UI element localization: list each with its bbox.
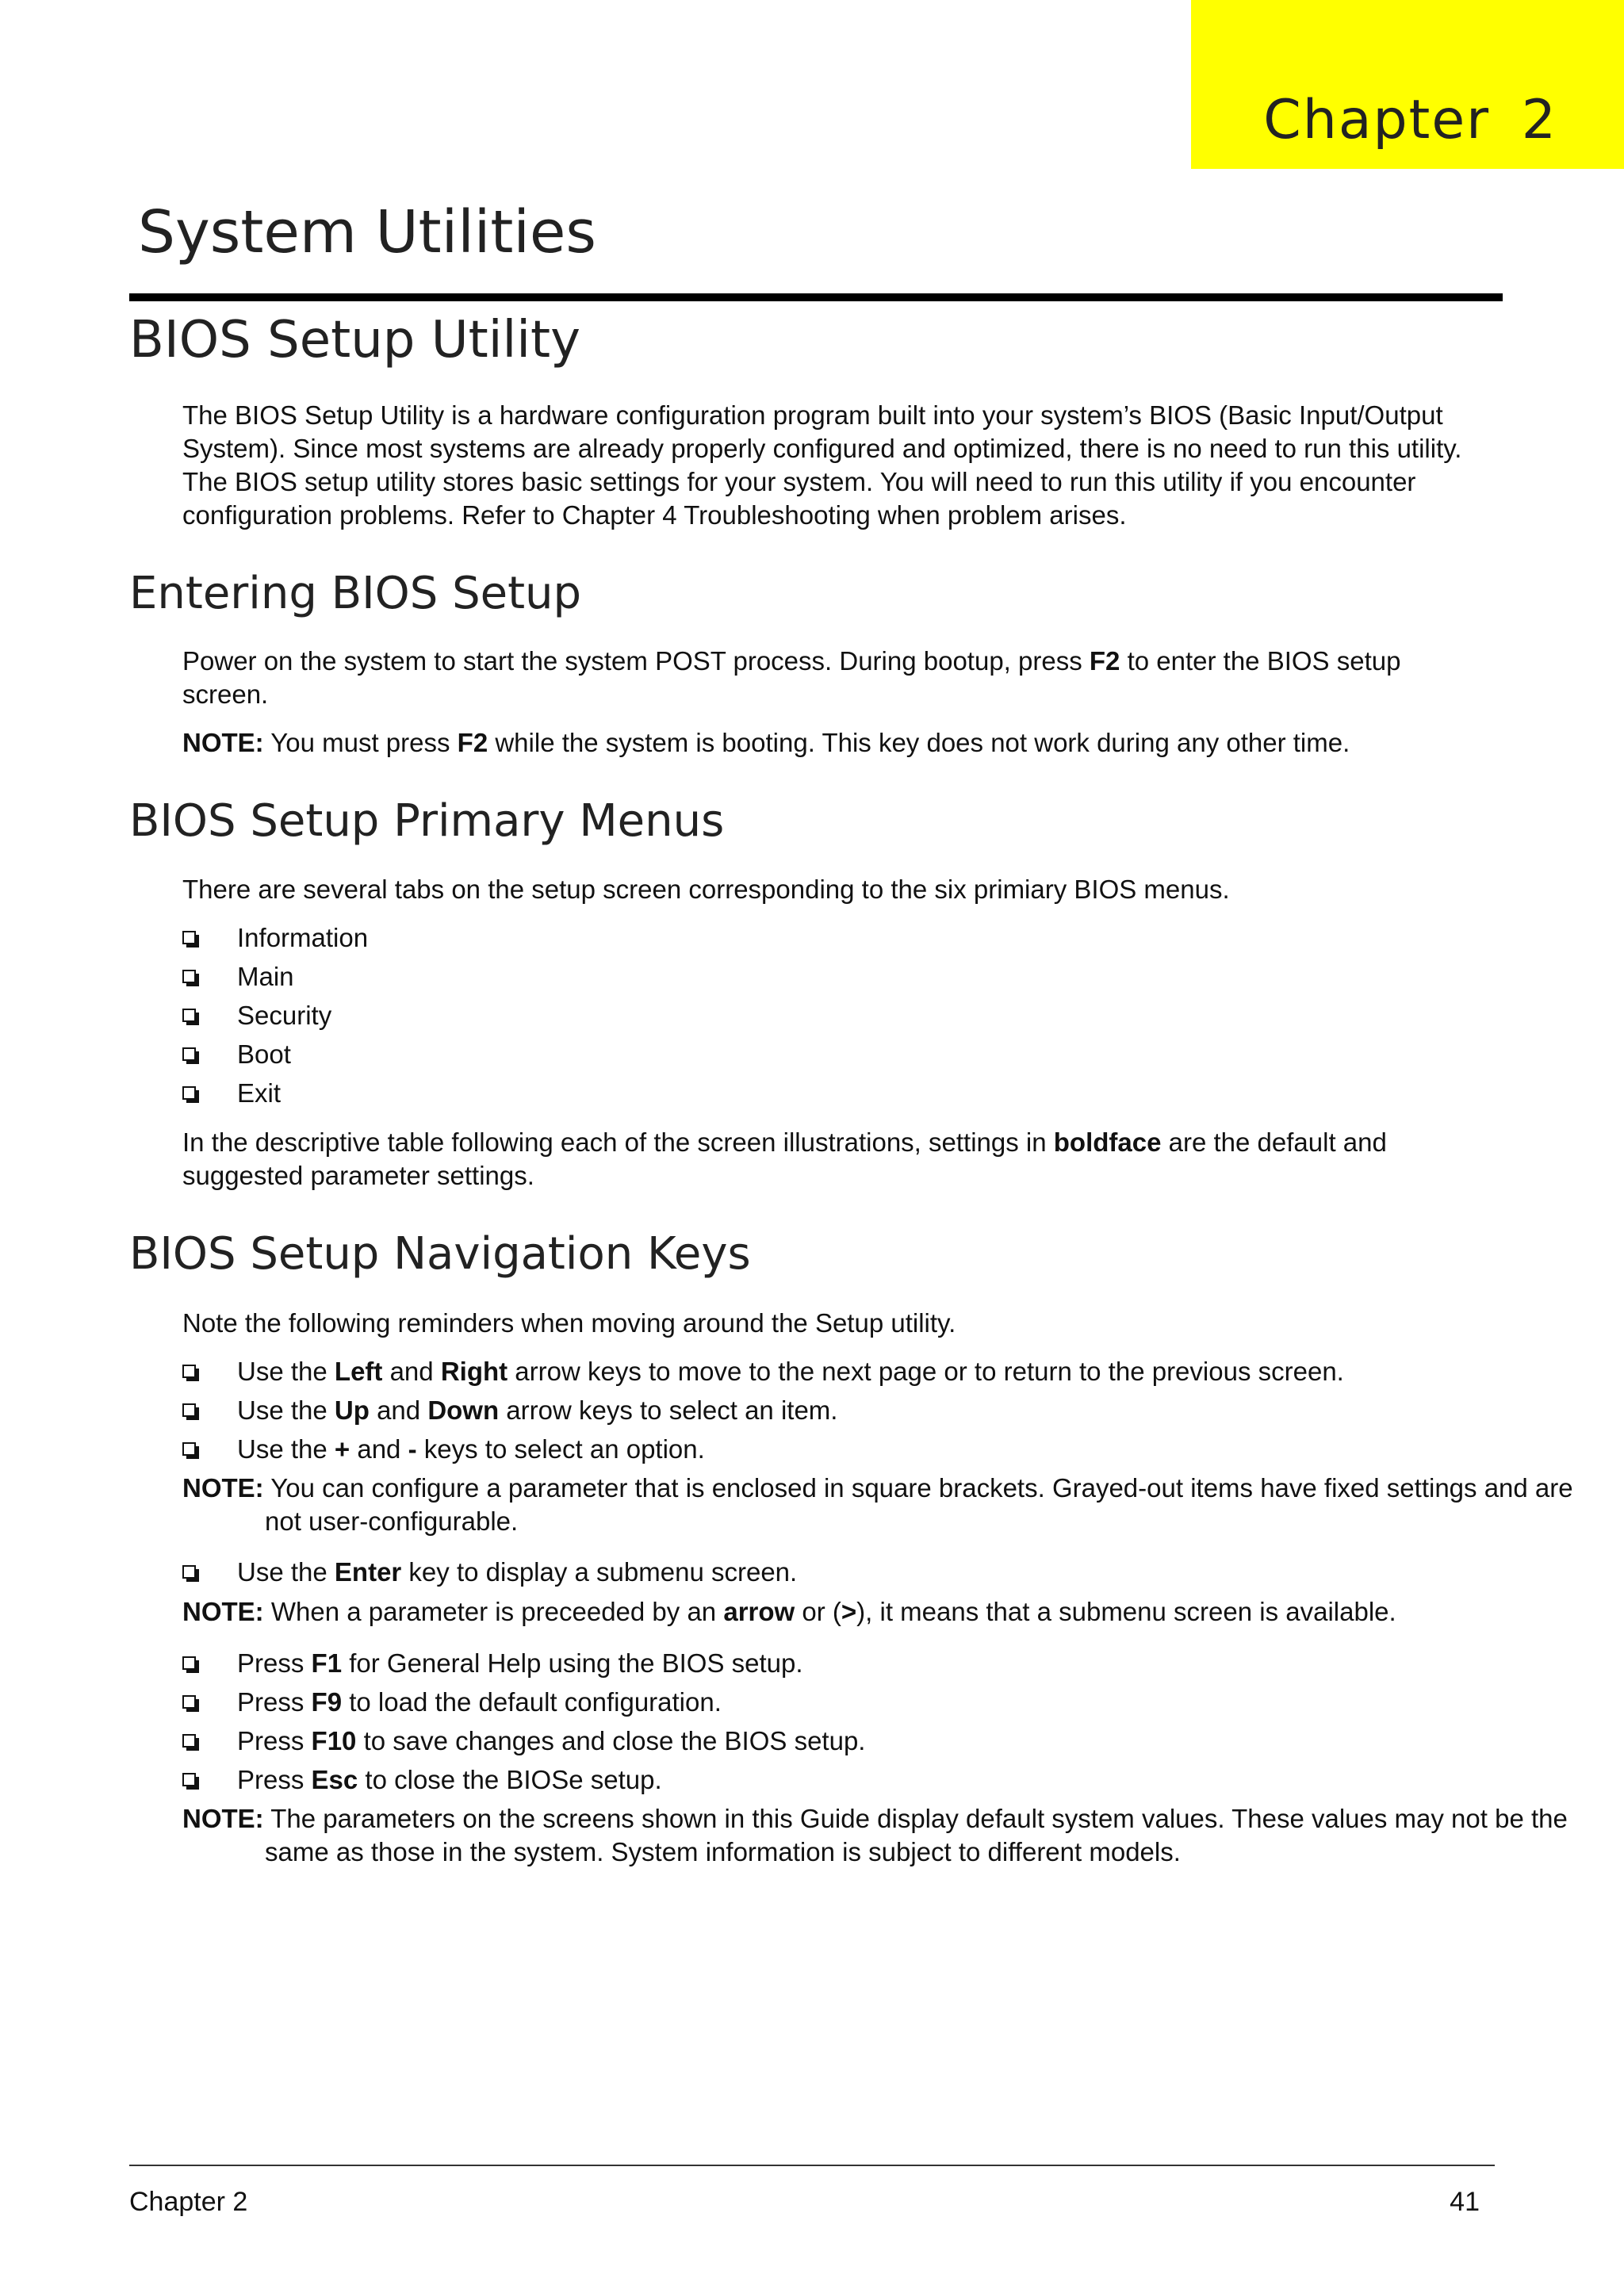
- note-square-brackets: NOTE: You can configure a parameter that is enclosed in square brackets. Grayed-out items have fixed settings and are not user-configurable.: [182, 1473, 1573, 1536]
- paragraph-entering: Power on the system to start the system POST process. During bootup, press F2 to enter the BIOS setup screen.: [182, 646, 1401, 709]
- paragraph-primary-menus-intro: There are several tabs on the setup screen corresponding to the six primiary BIOS menus.: [182, 875, 1230, 904]
- note-default-values: NOTE: The parameters on the screens shown in this Guide display default system values. These values may not be the same as those in the system. System information is subject to different models.: [182, 1804, 1568, 1866]
- chapter-tab-label: Chapter 2: [1263, 89, 1557, 151]
- checkbox-bullet-icon: [182, 970, 196, 983]
- heading-entering-bios-setup: Entering BIOS Setup: [129, 568, 582, 619]
- paragraph-bios-setup-intro: The BIOS Setup Utility is a hardware configuration program built into your system’s BIOS (Basic Input/Output System). Since most systems are already properly configured and optimized, there is no need to run this utility. The BIOS setup utility stores basic settings for your system. You will need to run this utility if you encounter configuration problems. Refer to Chapter 4 Troubleshooting when problem arises.: [182, 400, 1462, 530]
- checkbox-bullet-icon: [182, 1086, 196, 1100]
- checkbox-bullet-icon: [182, 1734, 196, 1748]
- checkbox-bullet-icon: [182, 1656, 196, 1670]
- checkbox-bullet-icon: [182, 1047, 196, 1061]
- checkbox-bullet-icon: [182, 1403, 196, 1417]
- checkbox-bullet-icon: [182, 931, 196, 944]
- checkbox-bullet-icon: [182, 1442, 196, 1456]
- title-rule: [129, 293, 1503, 301]
- page-title: System Utilities: [138, 198, 596, 266]
- heading-bios-setup-utility: BIOS Setup Utility: [129, 311, 580, 369]
- key-f2: F2: [1089, 646, 1120, 676]
- note-submenu-arrow: NOTE: When a parameter is preceeded by an arrow or (>), it means that a submenu screen is available.: [182, 1597, 1396, 1626]
- checkbox-bullet-icon: [182, 1009, 196, 1022]
- paragraph-nav-intro: Note the following reminders when moving around the Setup utility.: [182, 1308, 956, 1338]
- note-label: NOTE:: [182, 728, 264, 757]
- key-f2: F2: [457, 728, 488, 757]
- checkbox-bullet-icon: [182, 1365, 196, 1378]
- checkbox-bullet-icon: [182, 1773, 196, 1786]
- heading-primary-menus: BIOS Setup Primary Menus: [129, 795, 725, 847]
- chapter-tab: [1191, 0, 1624, 169]
- heading-navigation-keys: BIOS Setup Navigation Keys: [129, 1228, 751, 1280]
- note-entering: NOTE: You must press F2 while the system is booting. This key does not work during any other time.: [182, 728, 1350, 757]
- footer-chapter: Chapter 2: [129, 2187, 248, 2217]
- checkbox-bullet-icon: [182, 1565, 196, 1579]
- paragraph-primary-menus-outro: In the descriptive table following each of the screen illustrations, settings in boldface are the default and suggested parameter settings.: [182, 1127, 1387, 1190]
- checkbox-bullet-icon: [182, 1695, 196, 1709]
- footer-rule: [129, 2165, 1495, 2166]
- page-number: 41: [1450, 2187, 1480, 2217]
